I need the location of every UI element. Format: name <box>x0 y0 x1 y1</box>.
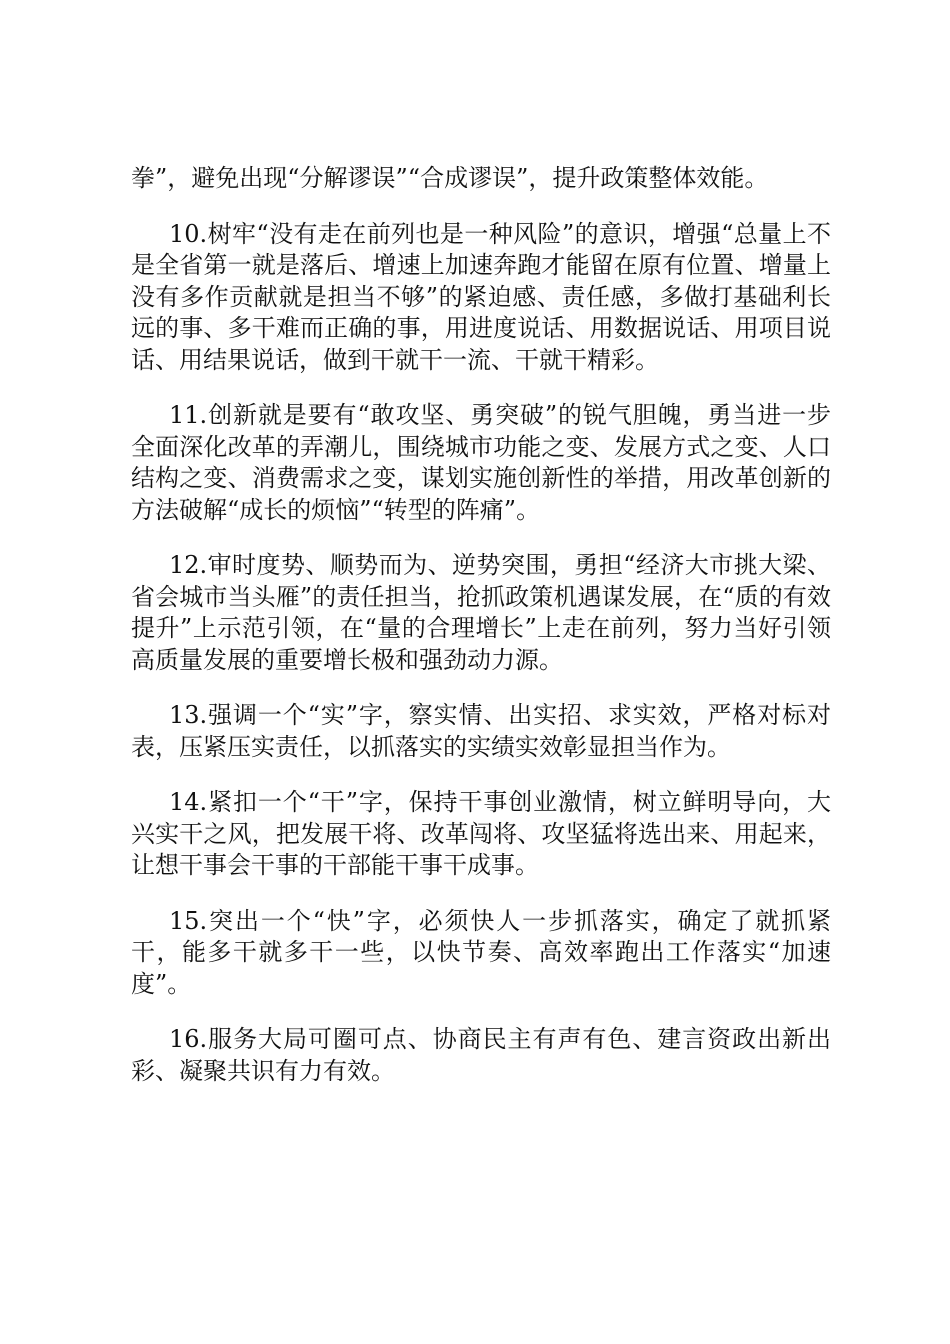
document-page <box>131 163 831 1111</box>
paragraph-continuation: 拳”，避免出现“分解谬误”“合成谬误”，提升政策整体效能。 <box>131 164 769 192</box>
paragraph-12: 12.审时度势、顺势而为、逆势突围，勇担“经济大市挑大梁、省会城市当头雁”的责任担当，抢抓政策机遇谋发展，在“质的有效提升”上示范引领，在“量的合理增长”上走在前列，努力当好引领高质量发展的重要增长极和强劲动力源。 <box>131 551 831 674</box>
paragraph-13: 13.强调一个“实”字，察实情、出实招、求实效，严格对标对表，压紧压实责任，以抓落实的实绩实效彰显担当作为。 <box>131 701 831 761</box>
paragraph-10: 10.树牢“没有走在前列也是一种风险”的意识，增强“总量上不是全省第一就是落后、增速上加速奔跑才能留在原有位置、增量上没有多作贡献就是担当不够”的紧迫感、责任感，多做打基础利长远的事、多干难而正确的事，用进度说话、用数据说话、用项目说话、用结果说话，做到干就干一流、干就干精彩。 <box>131 219 831 374</box>
paragraph-11: 11.创新就是要有“敢攻坚、勇突破”的锐气胆魄，勇当进一步全面深化改革的弄潮儿，围绕城市功能之变、发展方式之变、人口结构之变、消费需求之变，谋划实施创新性的举措，用改革创新的方法破解“成长的烦恼”“转型的阵痛”。 <box>131 401 831 524</box>
paragraph-14: 14.紧扣一个“干”字，保持干事创业激情，树立鲜明导向，大兴实干之风，把发展干将、改革闯将、攻坚猛将选出来、用起来，让想干事会干事的干部能干事干成事。 <box>131 788 831 879</box>
paragraph-15: 15.突出一个“快”字，必须快人一步抓落实，确定了就抓紧干，能多干就多干一些，以快节奏、高效率跑出工作落实“加速度”。 <box>131 906 831 998</box>
paragraph-16: 16.服务大局可圈可点、协商民主有声有色、建言资政出新出彩、凝聚共识有力有效。 <box>131 1025 831 1085</box>
